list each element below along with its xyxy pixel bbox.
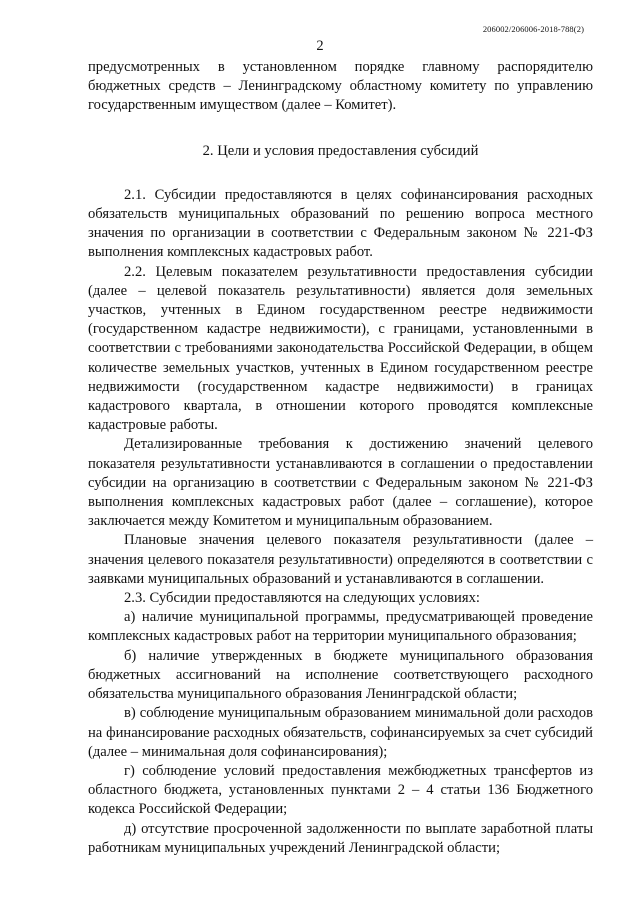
paragraph-planned-values: Плановые значения целевого показателя результативности (далее – значения целевого показателя результативности) определяются в соответствии с заявками муниципальных образований и устанавливаются в соглашении. [88,532,593,587]
paragraph-2-1: 2.1. Субсидии предоставляются в целях софинансирования расходных обязательств муниципальных образований по решению вопроса местного значения по организации в соответствии с Федеральным законом № 221-ФЗ выполнения комплексных кадастровых работ. [88,186,593,261]
condition-v: в) соблюдение муниципальным образованием минимальной доли расходов на финансирование расходных обязательств, софинансируемых за счет субсидий (далее – минимальная доля софинансирования); [88,705,593,760]
document-body [88,58,593,858]
intro-paragraph: предусмотренных в установленном порядке главному распорядителю бюджетных средств – Ленинградскому областному комитету по управлению государственным имуществом (далее – Комитет). [88,59,593,114]
paragraph-2-2: 2.2. Целевым показателем результативности предоставления субсидии (далее – целевой показатель результативности) является доля земельных участков, учтенных в Едином государственном реестре недвижимости (государственном кадастре недвижимости), с границами, установленными в соответствии с требованиями законодательства Российской Федерации, в общем количестве земельных участков, учтенных в Едином государственном реестре недвижимости (государственном кадастре недвижимости) в границах кадастрового квартала, в отношении которого проводятся комплексные кадастровые работы. [88,263,593,434]
document-code: 206002/206006-2018-788(2) [482,24,584,34]
condition-g: г) соблюдение условий предоставления межбюджетных трансфертов из областного бюджета, установленных пунктами 2 – 4 статьи 136 Бюджетного кодекса Российской Федерации; [88,762,593,818]
condition-d: д) отсутствие просроченной задолженности по выплате заработной платы работникам муниципальных учреждений Ленинградской области; [88,820,593,856]
section-heading: 2. Цели и условия предоставления субсидий [202,142,479,159]
condition-b: б) наличие утвержденных в бюджете муниципального образования бюджетных ассигнований на исполнение соответствующего расходного обязательства муниципального образования Ленинградской области; [88,647,593,703]
condition-a: а) наличие муниципальной программы, предусматривающей проведение комплексных кадастровых работ на территории муниципального образования; [88,609,593,645]
paragraph-2-3: 2.3. Субсидии предоставляются на следующих условиях: [124,590,480,607]
page-number: 2 [316,38,324,54]
paragraph-detail-requirements: Детализированные требования к достижению значений целевого показателя результативности устанавливаются в соглашении о предоставлении субсидии на организацию в соответствии с Федеральным законом № 221-ФЗ выполнения комплексных кадастровых работ (далее – соглашение), которое заключается между Комитетом и муниципальным образованием. [88,436,593,530]
